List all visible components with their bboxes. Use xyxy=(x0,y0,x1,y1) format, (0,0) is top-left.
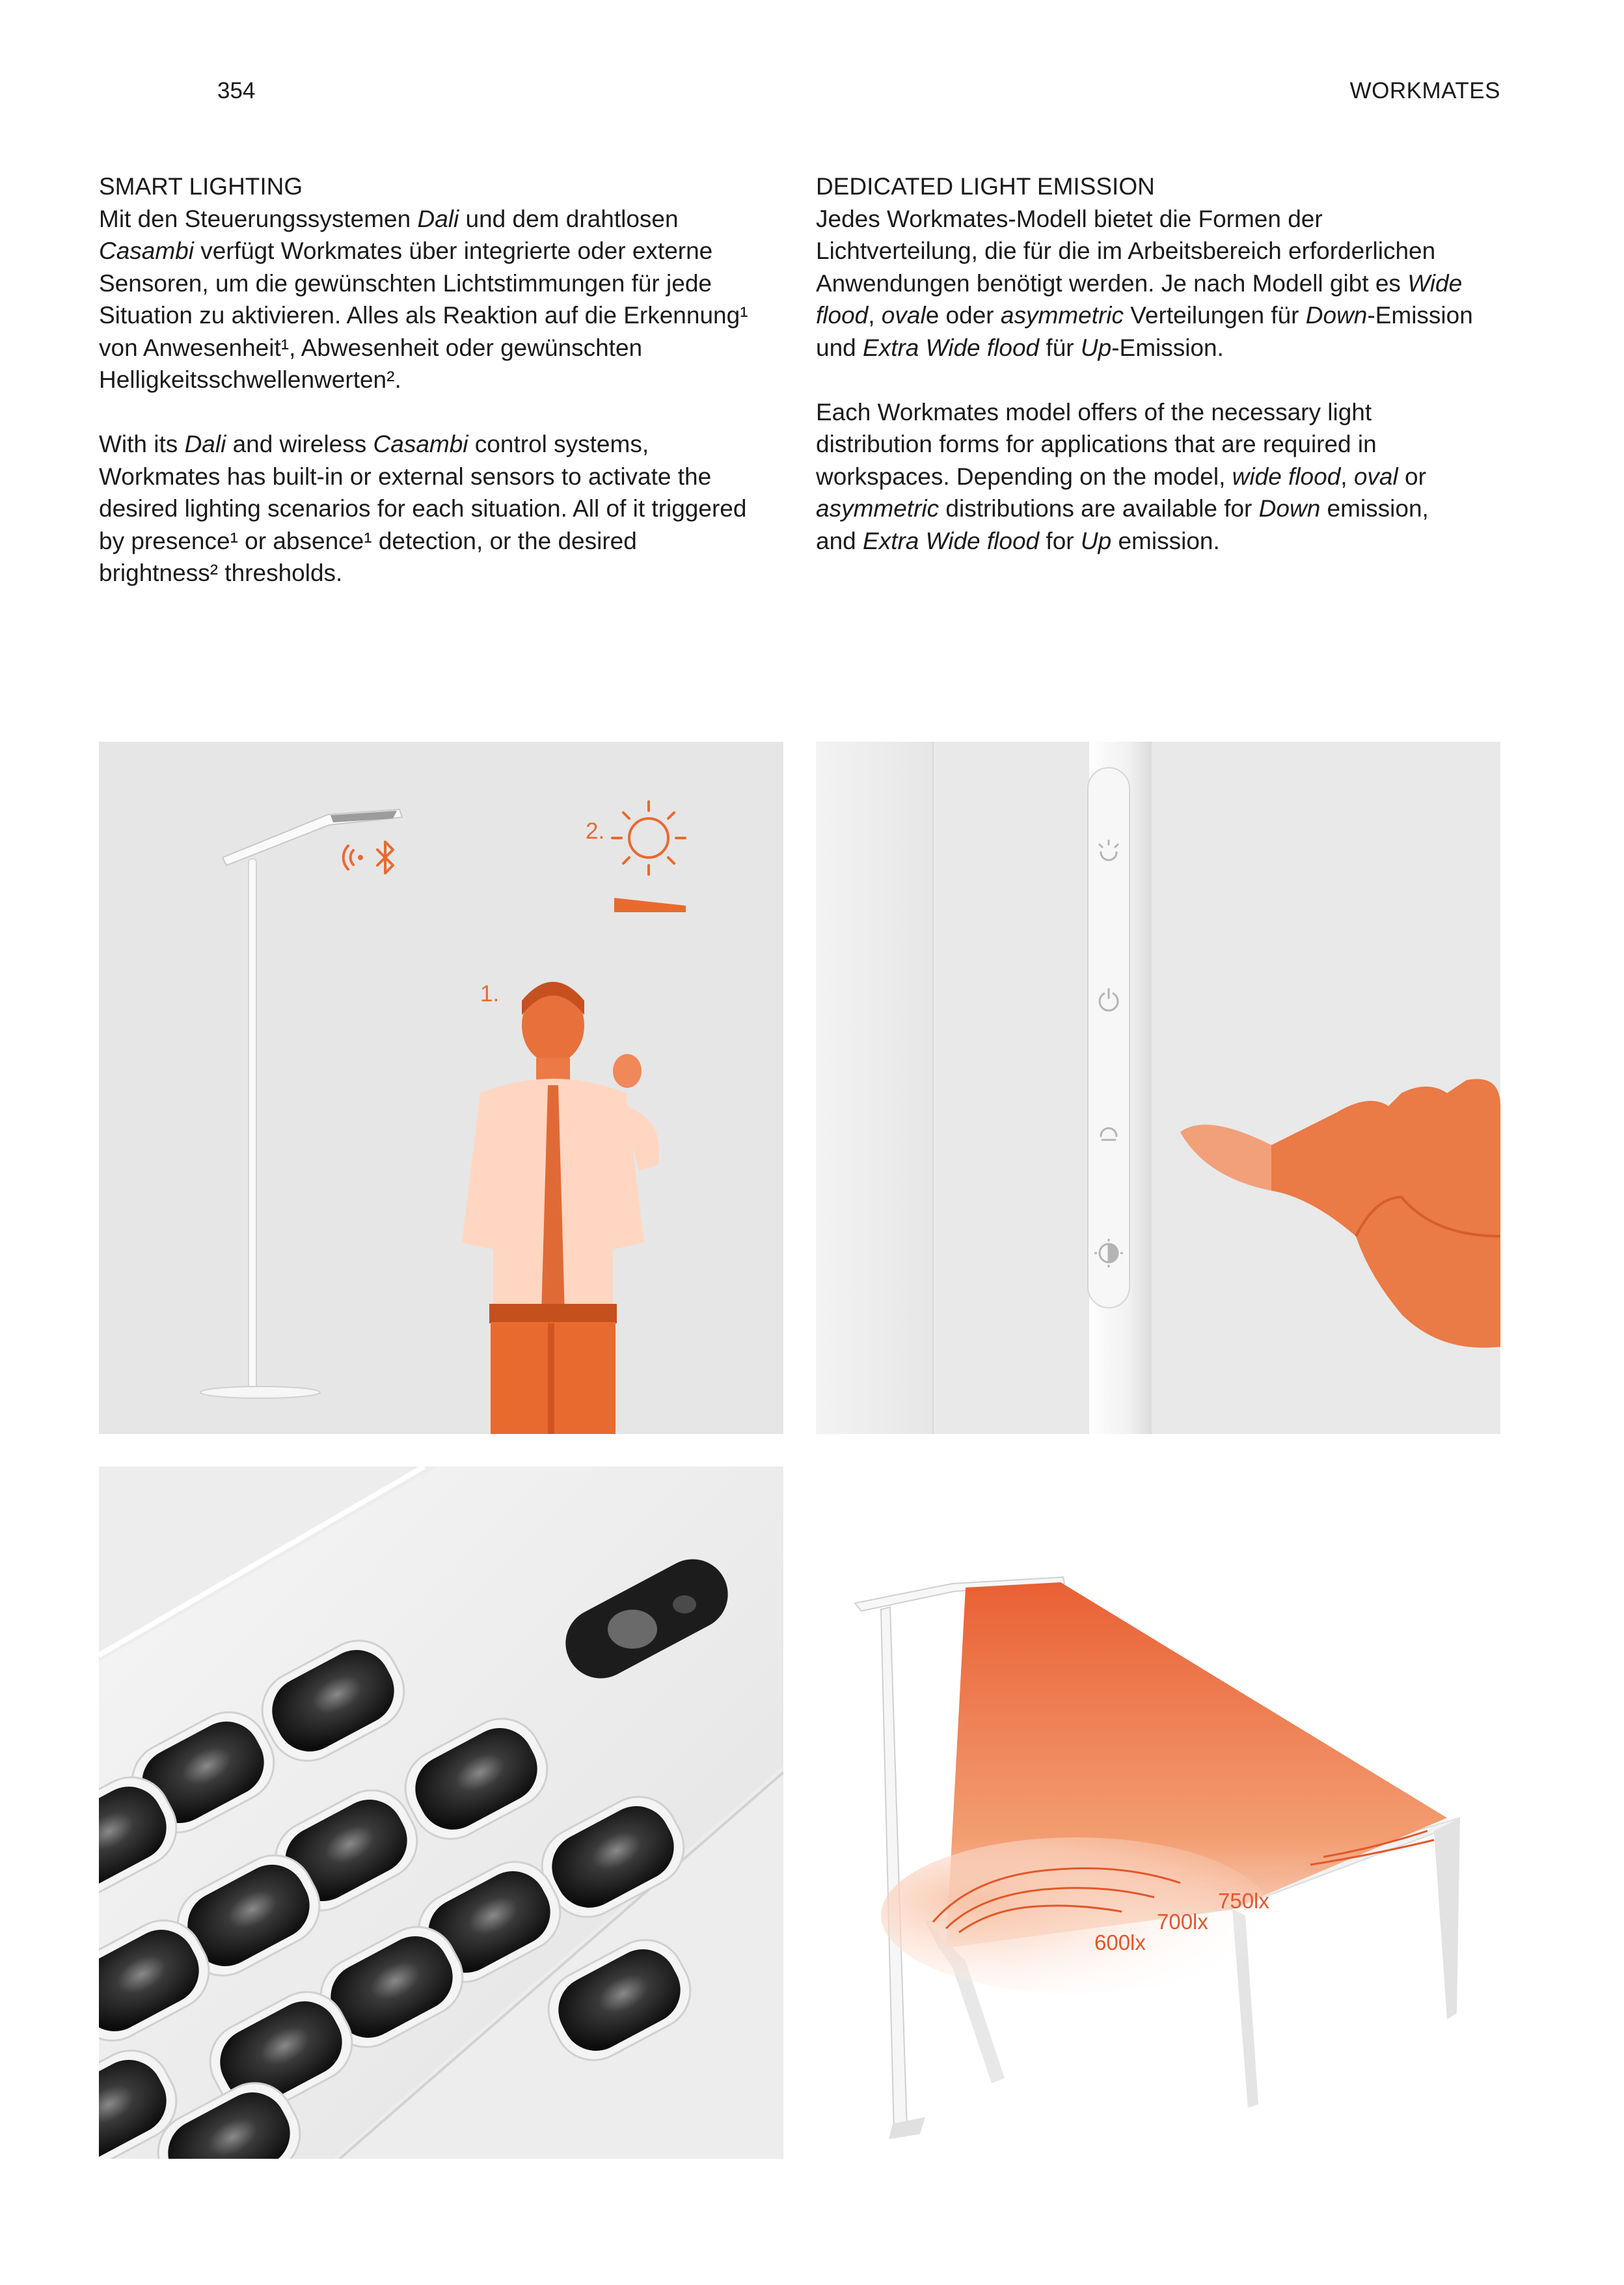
person-figure xyxy=(462,982,659,1434)
bluetooth-icon xyxy=(377,842,393,873)
light-emission-heading: DEDICATED LIGHT EMISSION xyxy=(816,173,1155,200)
presence-callout: 1. xyxy=(480,981,500,1007)
smart-lighting-heading: SMART LIGHTING xyxy=(99,173,303,200)
smart-lighting-en: With its Dali and wireless Casambi control systems, Workmates has built-in or external sensors to activate the desired lighting scenarios for each situation. All of it triggered by presence¹ or absence¹ detection, or the desired brightness² thresholds. xyxy=(99,431,747,586)
illuminance-illustration xyxy=(816,1467,1500,2159)
desk-scene xyxy=(816,1467,1500,2159)
brightness-callout: 2. xyxy=(586,818,605,844)
lens-scene xyxy=(99,1467,783,2159)
light-emission-text xyxy=(816,170,1473,557)
sensor-illustration xyxy=(99,742,783,1434)
brightness-gradient-icon xyxy=(614,898,686,912)
touch-control-illustration xyxy=(816,742,1500,1434)
illuminance-label-750: 750lx xyxy=(1218,1889,1269,1913)
pointing-hand xyxy=(1180,1079,1500,1347)
control-scene xyxy=(816,742,1500,1434)
sun-icon xyxy=(612,802,685,874)
floor-lamp xyxy=(200,809,402,1398)
wireless-signal-icon xyxy=(344,846,363,869)
light-emission-en: Each Workmates model offers of the necessary light distribution forms for applications that are required in workspaces. Depending on the model, wide flood, oval or asymmetric distributions are available for Down emission, and Extra Wide flood for Up emission. xyxy=(816,398,1429,554)
lens-array-closeup xyxy=(99,1467,783,2159)
smart-lighting-de: Mit den Steuerungssystemen Dali und dem drahtlosen Casambi verfügt Workmates über integrierte oder externe Sensoren, um die gewünschten Lichtstimmungen für jede Situation zu aktivieren. Alles als Reaktion auf die Erkennung¹ von Anwesenheit¹, Abwesenheit oder gewünschten Helligkeitsschwellenwerten². xyxy=(99,205,748,393)
sensor-scene xyxy=(99,742,783,1434)
lamp-pole xyxy=(1088,742,1152,1434)
section-title: WORKMATES xyxy=(1349,78,1500,103)
illuminance-label-600: 600lx xyxy=(1094,1930,1146,1954)
smart-lighting-text xyxy=(99,170,756,589)
light-emission-de: Jedes Workmates-Modell bietet die Formen der Lichtverteilung, die für die im Arbeitsbereich erforderlichen Anwendungen benötigt werden. Je nach Modell gibt es Wide flood, ovale oder asymmetric Verteilungen für Down-Emission und Extra Wide flood für Up-Emission. xyxy=(816,205,1473,361)
page-number: 354 xyxy=(217,78,256,103)
illuminance-label-700: 700lx xyxy=(1157,1910,1208,1934)
